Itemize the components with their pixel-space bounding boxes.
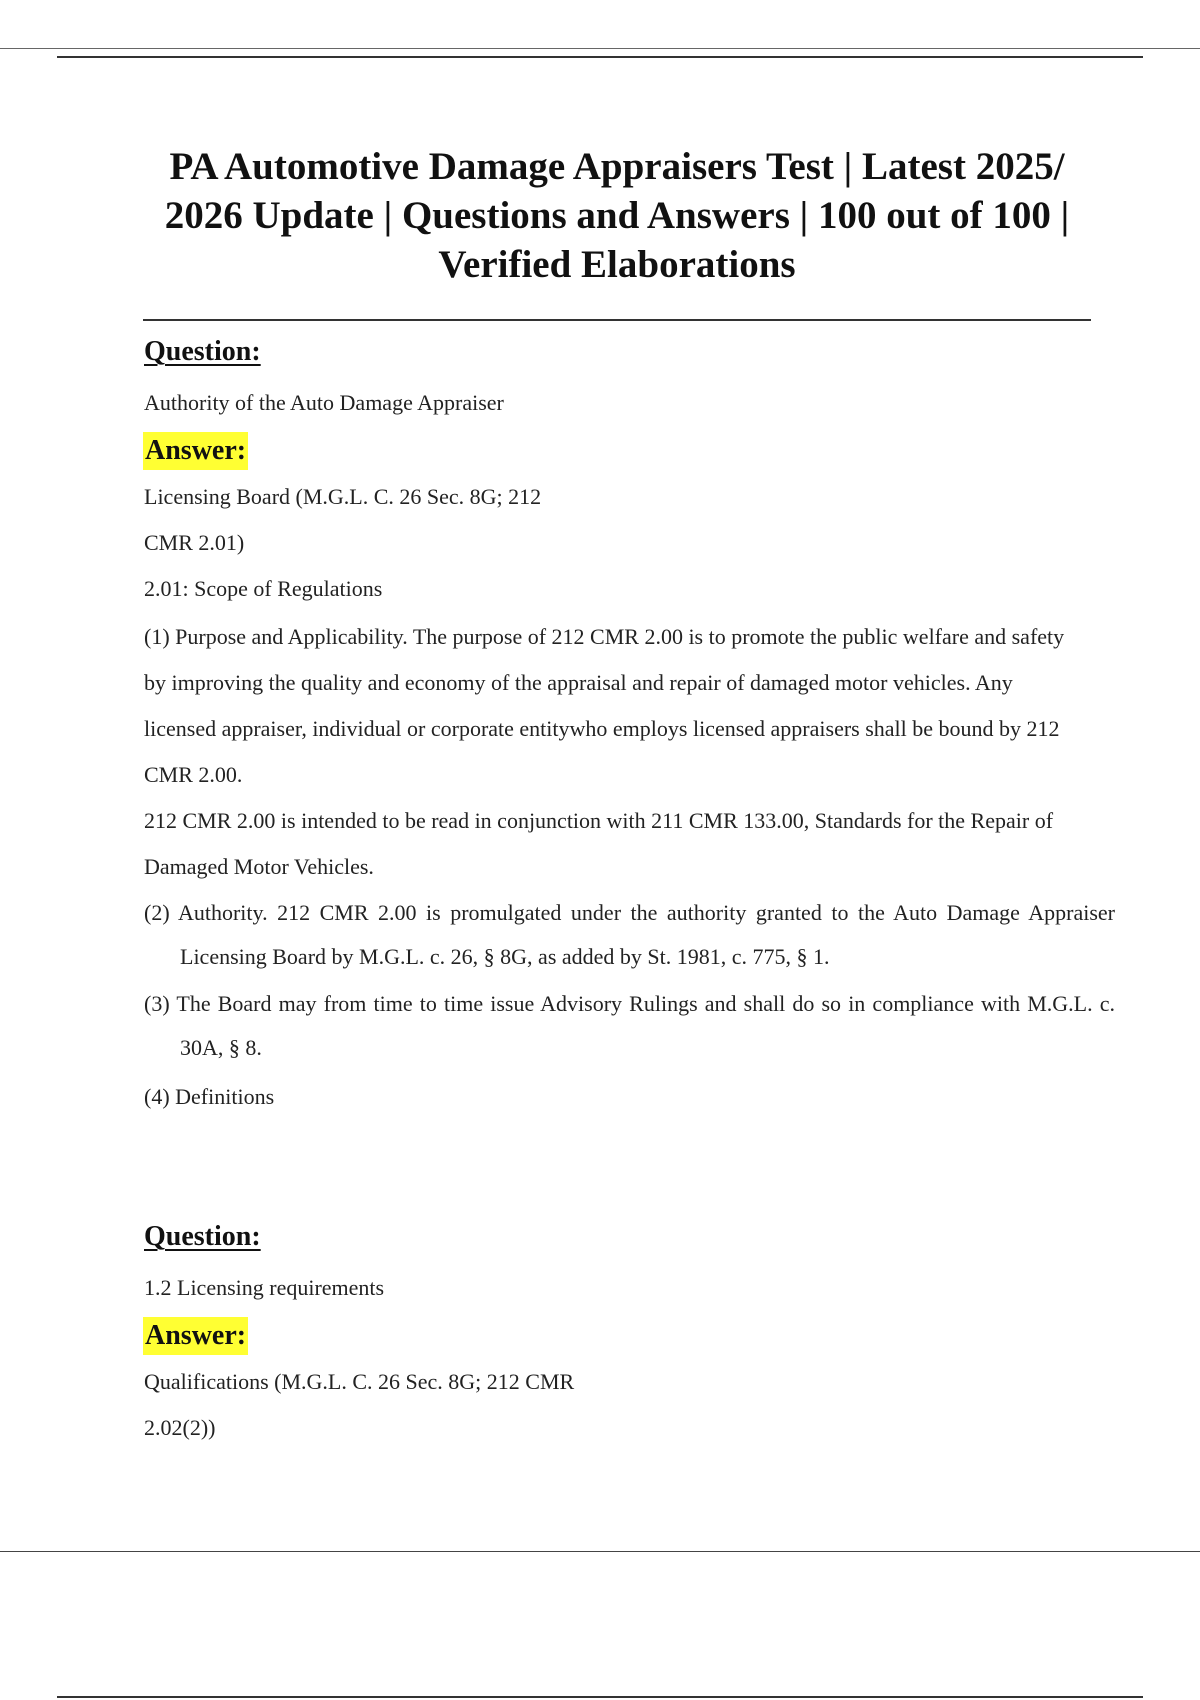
bottom-rule-full xyxy=(0,1551,1200,1552)
answer-line: 2.02(2)) xyxy=(144,1415,216,1440)
question-text: Authority of the Auto Damage Appraiser xyxy=(144,390,504,415)
answer-paragraph: (1) Purpose and Applicability. The purpose of 212 CMR 2.00 is to promote the public welfare and safety by improving the quality and economy of the appraisal and repair of damaged motor vehicles. Any licensed appraiser, individual or corporate entitywho employs licensed appraisers shall be bound by 212 CMR 2.00. xyxy=(144,624,1065,787)
answer-label: Answer: xyxy=(143,432,248,470)
question-label: Question: xyxy=(144,336,261,367)
document-title: PA Automotive Damage Appraisers Test | Latest 2025/ 2026 Update | Questions and Answers | 100 out of 100 | Verified Elaborations xyxy=(164,145,1070,286)
answer-label: Answer: xyxy=(143,1317,248,1355)
title-divider xyxy=(143,319,1091,321)
top-rule xyxy=(57,56,1143,58)
answer-line: 2.01: Scope of Regulations xyxy=(144,576,383,601)
answer-paragraph: 212 CMR 2.00 is intended to be read in conjunction with 211 CMR 133.00, Standards for the Repair of Damaged Motor Vehicles. xyxy=(144,808,1054,879)
question-text: 1.2 Licensing requirements xyxy=(144,1275,385,1300)
top-rule-full xyxy=(0,48,1200,49)
answer-line: Qualifications (M.G.L. C. 26 Sec. 8G; 212 CMR xyxy=(144,1369,575,1394)
question-label: Question: xyxy=(144,1221,261,1252)
answer-line: Licensing Board (M.G.L. C. 26 Sec. 8G; 212 xyxy=(144,484,542,509)
answer-list-item: (2) Authority. 212 CMR 2.00 is promulgated under the authority granted to the Auto Damage Appraiser Licensing Board by M.G.L. c. 26, § 8G, as added by St. 1981, c. 775, § 1. xyxy=(144,900,1115,969)
bottom-rule xyxy=(57,1696,1143,1698)
answer-list-item: (4) Definitions xyxy=(144,1084,275,1109)
answer-list-item: (3) The Board may from time to time issue Advisory Rulings and shall do so in compliance with M.G.L. c. 30A, § 8. xyxy=(144,991,1115,1060)
answer-line: CMR 2.01) xyxy=(144,530,245,555)
